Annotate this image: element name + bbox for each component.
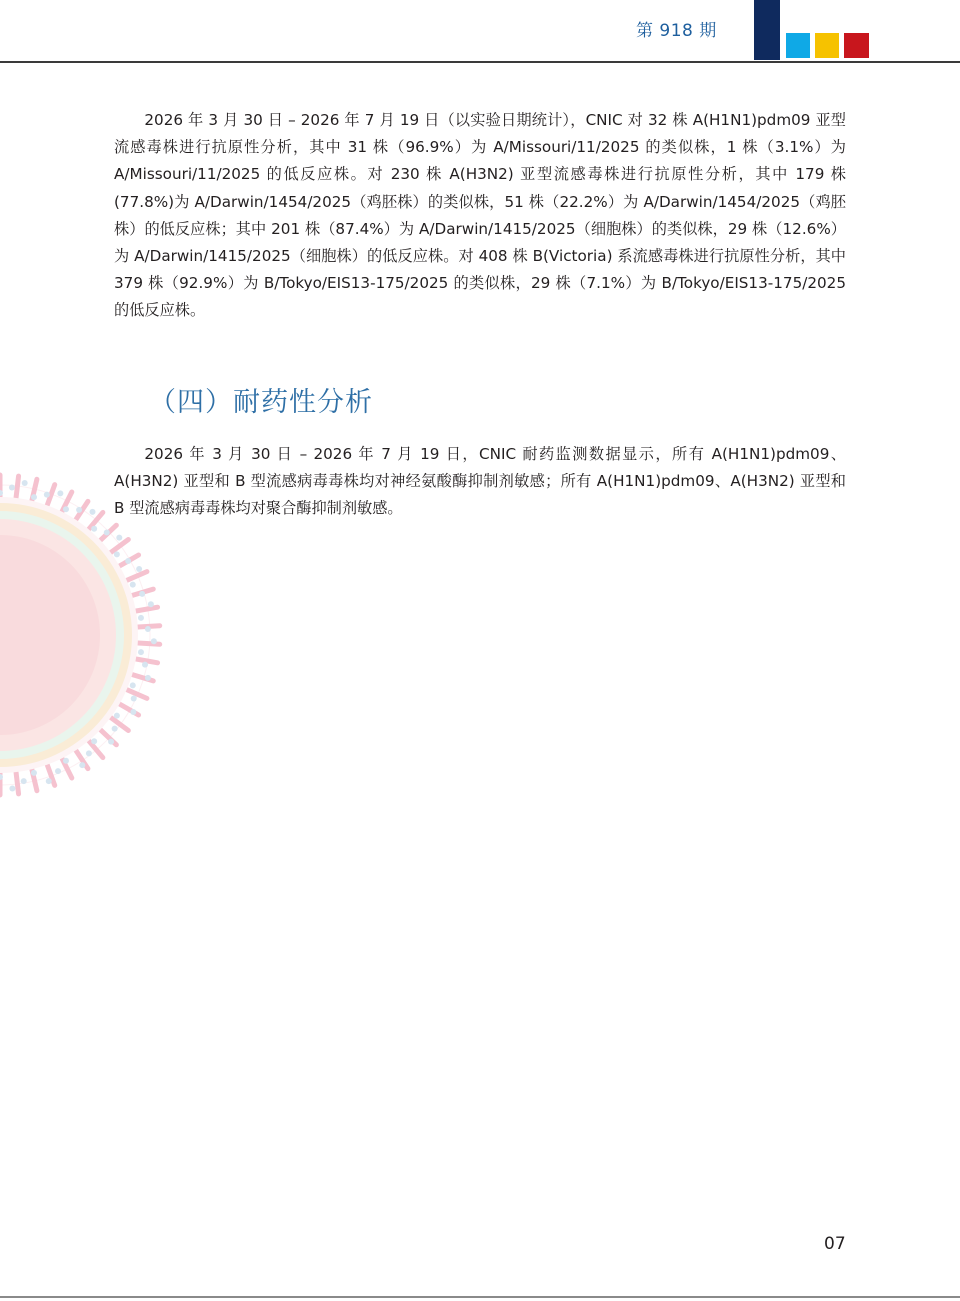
section-title: （四）耐药性分析 <box>149 387 373 418</box>
virus-protein-dot <box>112 726 118 732</box>
virus-protein-dot <box>145 675 151 681</box>
virus-protein-dot <box>79 762 85 768</box>
drug-resistance-paragraph: 2026 年 3 月 30 日 – 2026 年 7 月 19 日，CNIC 耐药监测数据显示，所有 A(H1N1)pdm09、A(H3N2) 亚型和 B 型流感病毒毒株均对神经氨酸酶抑制剂敏感；所有 A(H1N1)pdm09、A(H3N2) 亚型和 B 型流感病毒毒株均对聚合酶抑制剂敏感。 <box>114 445 846 518</box>
virus-protein-dot <box>46 778 52 784</box>
virus-protein-dot <box>131 695 137 701</box>
antigenic-analysis-paragraph: 2026 年 3 月 30 日 – 2026 年 7 月 19 日（以实验日期统计），CNIC 对 32 株 A(H1N1)pdm09 亚型流感毒株进行抗原性分析，其中 31 株（96.9%）为 A/Missouri/11/2025 的类似株，1 株（3.1%）为 A/Missouri/11/2025 的低反应株。对 230 株 A(H3N2) 亚型流感毒株进行抗原性分析，其中 179 株(77.8%)为 A/Darwin/1454/2025（鸡胚株）的类似株，51 株（22.2%）为 A/Darwin/1454/2025（鸡胚株）的低反应株；其中 201 株（87.4%）为 A/Darwin/1415/2025（细胞株）的类似株，29 株（12.6%）为 A/Darwin/1415/2025（细胞株）的低反应株。对 408 株 B(Victoria) 系流感毒株进行抗原性分析，其中 379 株（92.9%）为 B/Tokyo/EIS13-175/2025 的类似株，29 株（7.1%）为 B/Tokyo/EIS13-175/2025 的低反应株。 <box>114 111 846 320</box>
virus-protein-dot <box>104 529 110 535</box>
issue-number: 第 918 期 <box>636 21 717 41</box>
virus-protein-dot <box>114 713 120 719</box>
brand-block-yellow <box>815 33 839 58</box>
virus-spike <box>134 607 158 611</box>
virus-protein-dot <box>57 490 63 496</box>
header-divider <box>0 61 960 63</box>
virus-protein-dot <box>9 786 15 792</box>
virus-protein-dot <box>31 770 37 776</box>
virus-spike <box>109 539 128 553</box>
virus-protein-dot <box>22 480 28 486</box>
virus-protein-dot <box>63 758 69 764</box>
virus-protein-dot <box>91 738 97 744</box>
virus-spike <box>125 572 147 582</box>
virus-protein-dot <box>108 739 114 745</box>
virus-protein-dot <box>86 750 92 756</box>
brand-block-cyan <box>786 33 810 58</box>
virus-protein-dot <box>116 535 122 541</box>
virus-protein-dot <box>21 778 27 784</box>
virus-protein-dot <box>130 682 136 688</box>
virus-protein-dot <box>145 626 151 632</box>
virus-protein-dot <box>55 768 61 774</box>
virus-protein-dot <box>0 774 3 780</box>
virus-protein-dot <box>139 591 145 597</box>
virus-protein-dot <box>148 601 154 607</box>
virus-protein-dot <box>63 506 69 512</box>
virus-protein-dot <box>76 507 82 513</box>
virus-protein-dot <box>91 526 97 532</box>
footer-divider <box>0 1296 960 1298</box>
virus-protein-dot <box>130 582 136 588</box>
virus-protein-dot <box>44 492 50 498</box>
brand-block-red <box>844 33 869 58</box>
virus-protein-dot <box>114 551 120 557</box>
virus-spike <box>16 770 19 794</box>
virus-protein-dot <box>90 509 96 515</box>
virus-protein-dot <box>0 490 3 496</box>
virus-protein-dot <box>136 566 142 572</box>
virus-protein-dot <box>151 638 157 644</box>
virus-protein-dot <box>130 709 136 715</box>
brand-block-navy <box>754 0 780 60</box>
virus-protein-dot <box>31 494 37 500</box>
virus-protein-dot <box>9 484 15 490</box>
virus-spike <box>16 476 19 500</box>
virus-protein-dot <box>138 615 144 621</box>
page-number: 07 <box>824 1234 846 1254</box>
virus-protein-dot <box>125 558 131 564</box>
virus-protein-dot <box>142 662 148 668</box>
virus-protein-dot <box>138 649 144 655</box>
